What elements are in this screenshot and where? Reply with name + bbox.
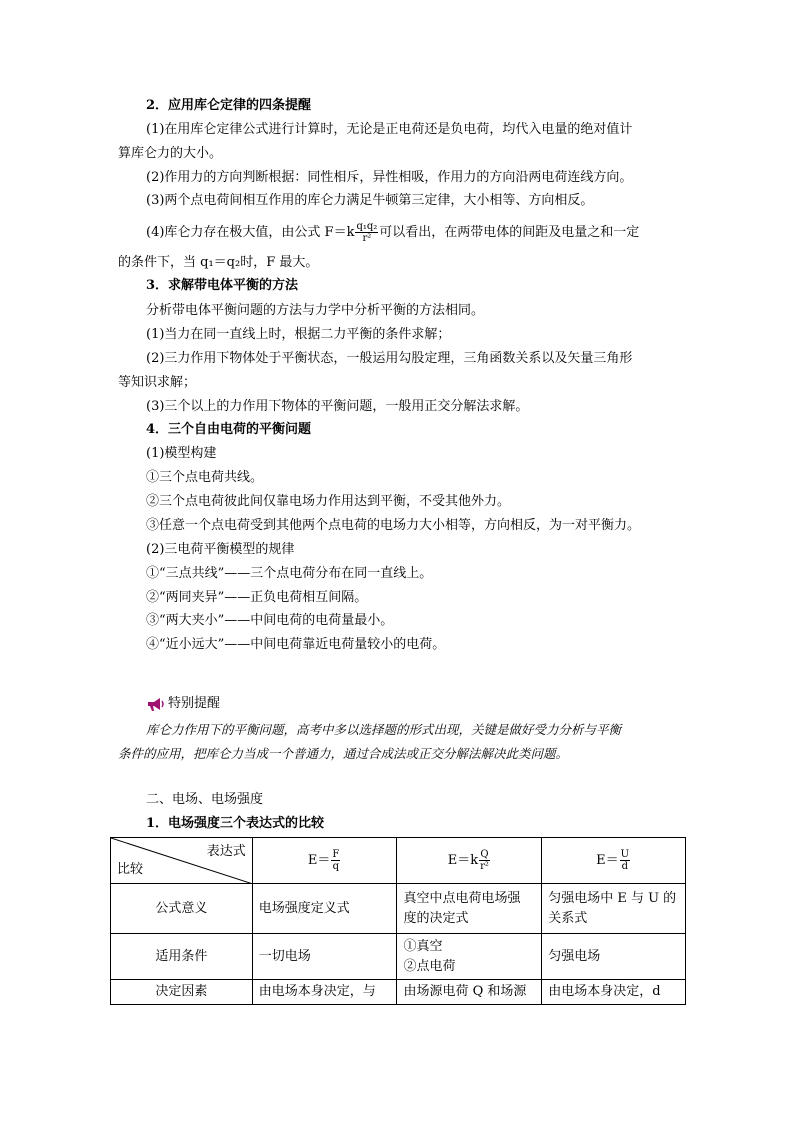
section2-heading: 2．应用库仑定律的四条提醒 bbox=[146, 98, 312, 113]
section4-m3: ③任意一个点电荷受到其他两个点电荷的电场力大小相等，方向相反，为一对平衡力。 bbox=[146, 518, 641, 533]
formula-3-lhs: E＝ bbox=[596, 853, 619, 868]
section4-r3: ③“两大夹小”——中间电荷的电荷量最小。 bbox=[146, 613, 394, 628]
table-row-meaning bbox=[111, 884, 686, 934]
formula-1-den: q bbox=[332, 861, 340, 872]
section2-p4 bbox=[146, 220, 639, 246]
formula-2-num: Q bbox=[480, 849, 489, 860]
section4-model-title: (1)模型构建 bbox=[146, 446, 217, 461]
corner-top: 表达式 bbox=[206, 843, 246, 859]
row2-c2b: ②点电荷 bbox=[403, 958, 456, 974]
section3-heading: 3．求解带电体平衡的方法 bbox=[146, 278, 299, 293]
note-line1: 库仑力作用下的平衡问题，高考中多以选择题的形式出现，关键是做好受力分析与平衡 bbox=[146, 722, 622, 737]
part2-sub1: 1．电场强度三个表达式的比较 bbox=[146, 816, 325, 831]
coulomb-denominator: r² bbox=[362, 233, 372, 244]
formula-3-fraction bbox=[620, 849, 630, 872]
section2-p1b: 算库仑力的大小。 bbox=[118, 146, 223, 161]
formula-3-cell bbox=[542, 838, 686, 884]
formula-1-lhs: E＝ bbox=[307, 853, 331, 868]
row2-c2a: ①真空 bbox=[403, 938, 443, 954]
section3-p2a: (2)三力作用下物体处于平衡状态，一般运用勾股定理，三角函数关系以及矢量三角形 bbox=[146, 351, 633, 366]
corner-bottom: 比较 bbox=[117, 861, 144, 877]
section2-p1a: (1)在用库仑定律公式进行计算时，无论是正电荷还是负电荷，均代入电量的绝对值计 bbox=[146, 122, 633, 137]
formula-1-num: F bbox=[332, 849, 340, 860]
section2-p3: (3)两个点电荷间相互作用的库仑力满足牛顿第三定律，大小相等、方向相反。 bbox=[146, 193, 594, 208]
formula-2-den: r² bbox=[480, 861, 489, 872]
note-header bbox=[146, 695, 220, 713]
row3-c1: 由电场本身决定，与 bbox=[252, 980, 397, 1005]
table-row-conditions bbox=[111, 934, 686, 980]
section4-m2: ②三个点电荷彼此间仅靠电场力作用达到平衡，不受其他外力。 bbox=[146, 494, 511, 509]
section3-p2b: 等知识求解； bbox=[118, 375, 197, 390]
section3-p1: (1)当力在同一直线上时，根据二力平衡的条件求解； bbox=[146, 327, 451, 342]
formula-2-cell bbox=[397, 838, 542, 884]
section4-r4: ④“近小远大”——中间电荷靠近电荷量较小的电荷。 bbox=[146, 637, 446, 652]
row2-c1: 一切电场 bbox=[252, 934, 397, 980]
formula-3-den: d bbox=[621, 861, 629, 872]
row1-c2 bbox=[397, 884, 542, 934]
corner-cell bbox=[111, 838, 253, 884]
row3-label: 决定因素 bbox=[111, 980, 253, 1005]
row1-c3b: 关系式 bbox=[548, 910, 588, 926]
row3-c3: 由电场本身决定，d bbox=[542, 980, 686, 1005]
row1-label: 公式意义 bbox=[111, 884, 253, 934]
section3-intro: 分析带电体平衡问题的方法与力学中分析平衡的方法相同。 bbox=[146, 303, 485, 318]
row2-c2 bbox=[397, 934, 542, 980]
section3-p3: (3)三个以上的力作用下物体的平衡问题，一般用正交分解法求解。 bbox=[146, 399, 529, 414]
p4-after: 可以看出，在两带电体的间距及电量之和一定 bbox=[379, 225, 640, 240]
section2-p4b: 的条件下，当 q₁＝q₂时，F 最大。 bbox=[118, 255, 319, 270]
note-line2: 条件的应用，把库仑力当成一个普通力，通过合成法或正交分解法解决此类问题。 bbox=[118, 746, 569, 761]
row3-c2: 由场源电荷 Q 和场源 bbox=[397, 980, 542, 1005]
section4-rule-title: (2)三电荷平衡模型的规律 bbox=[146, 542, 295, 557]
row1-c2a: 真空中点电荷电场强 bbox=[403, 890, 521, 906]
row2-label: 适用条件 bbox=[111, 934, 253, 980]
table-row-factors bbox=[111, 980, 686, 1005]
part2-heading: 二、电场、电场强度 bbox=[146, 792, 264, 807]
section4-heading: 4．三个自由电荷的平衡问题 bbox=[146, 422, 312, 437]
formula-3-num: U bbox=[620, 849, 630, 860]
row1-c1: 电场强度定义式 bbox=[252, 884, 397, 934]
coulomb-numerator: q₁q₂ bbox=[356, 221, 378, 232]
row2-c3: 匀强电场 bbox=[542, 934, 686, 980]
table-header-row bbox=[111, 838, 686, 884]
expression-comparison-table bbox=[110, 837, 686, 1005]
coulomb-fraction bbox=[355, 221, 378, 244]
megaphone-icon bbox=[146, 696, 166, 712]
section2-p2: (2)作用力的方向判断根据：同性相斥，异性相吸，作用力的方向沿两电荷连线方向。 bbox=[146, 170, 633, 185]
note-title: 特别提醒 bbox=[168, 696, 221, 711]
section4-r2: ②“两同夹异”——正负电荷相互间隔。 bbox=[146, 590, 368, 605]
formula-1-cell bbox=[252, 838, 397, 884]
row1-c2b: 度的决定式 bbox=[403, 910, 469, 926]
p4-before: (4)库仑力存在极大值，由公式 F＝k bbox=[146, 225, 355, 240]
formula-1-fraction bbox=[331, 849, 340, 872]
section4-m1: ①三个点电荷共线。 bbox=[146, 470, 264, 485]
row1-c3a: 匀强电场中 E 与 U 的 bbox=[548, 890, 677, 906]
section4-r1: ①“三点共线”——三个点电荷分布在同一直线上。 bbox=[146, 566, 433, 581]
row1-c3 bbox=[542, 884, 686, 934]
formula-2-lhs: E＝k bbox=[447, 853, 479, 868]
formula-2-fraction bbox=[479, 849, 490, 872]
